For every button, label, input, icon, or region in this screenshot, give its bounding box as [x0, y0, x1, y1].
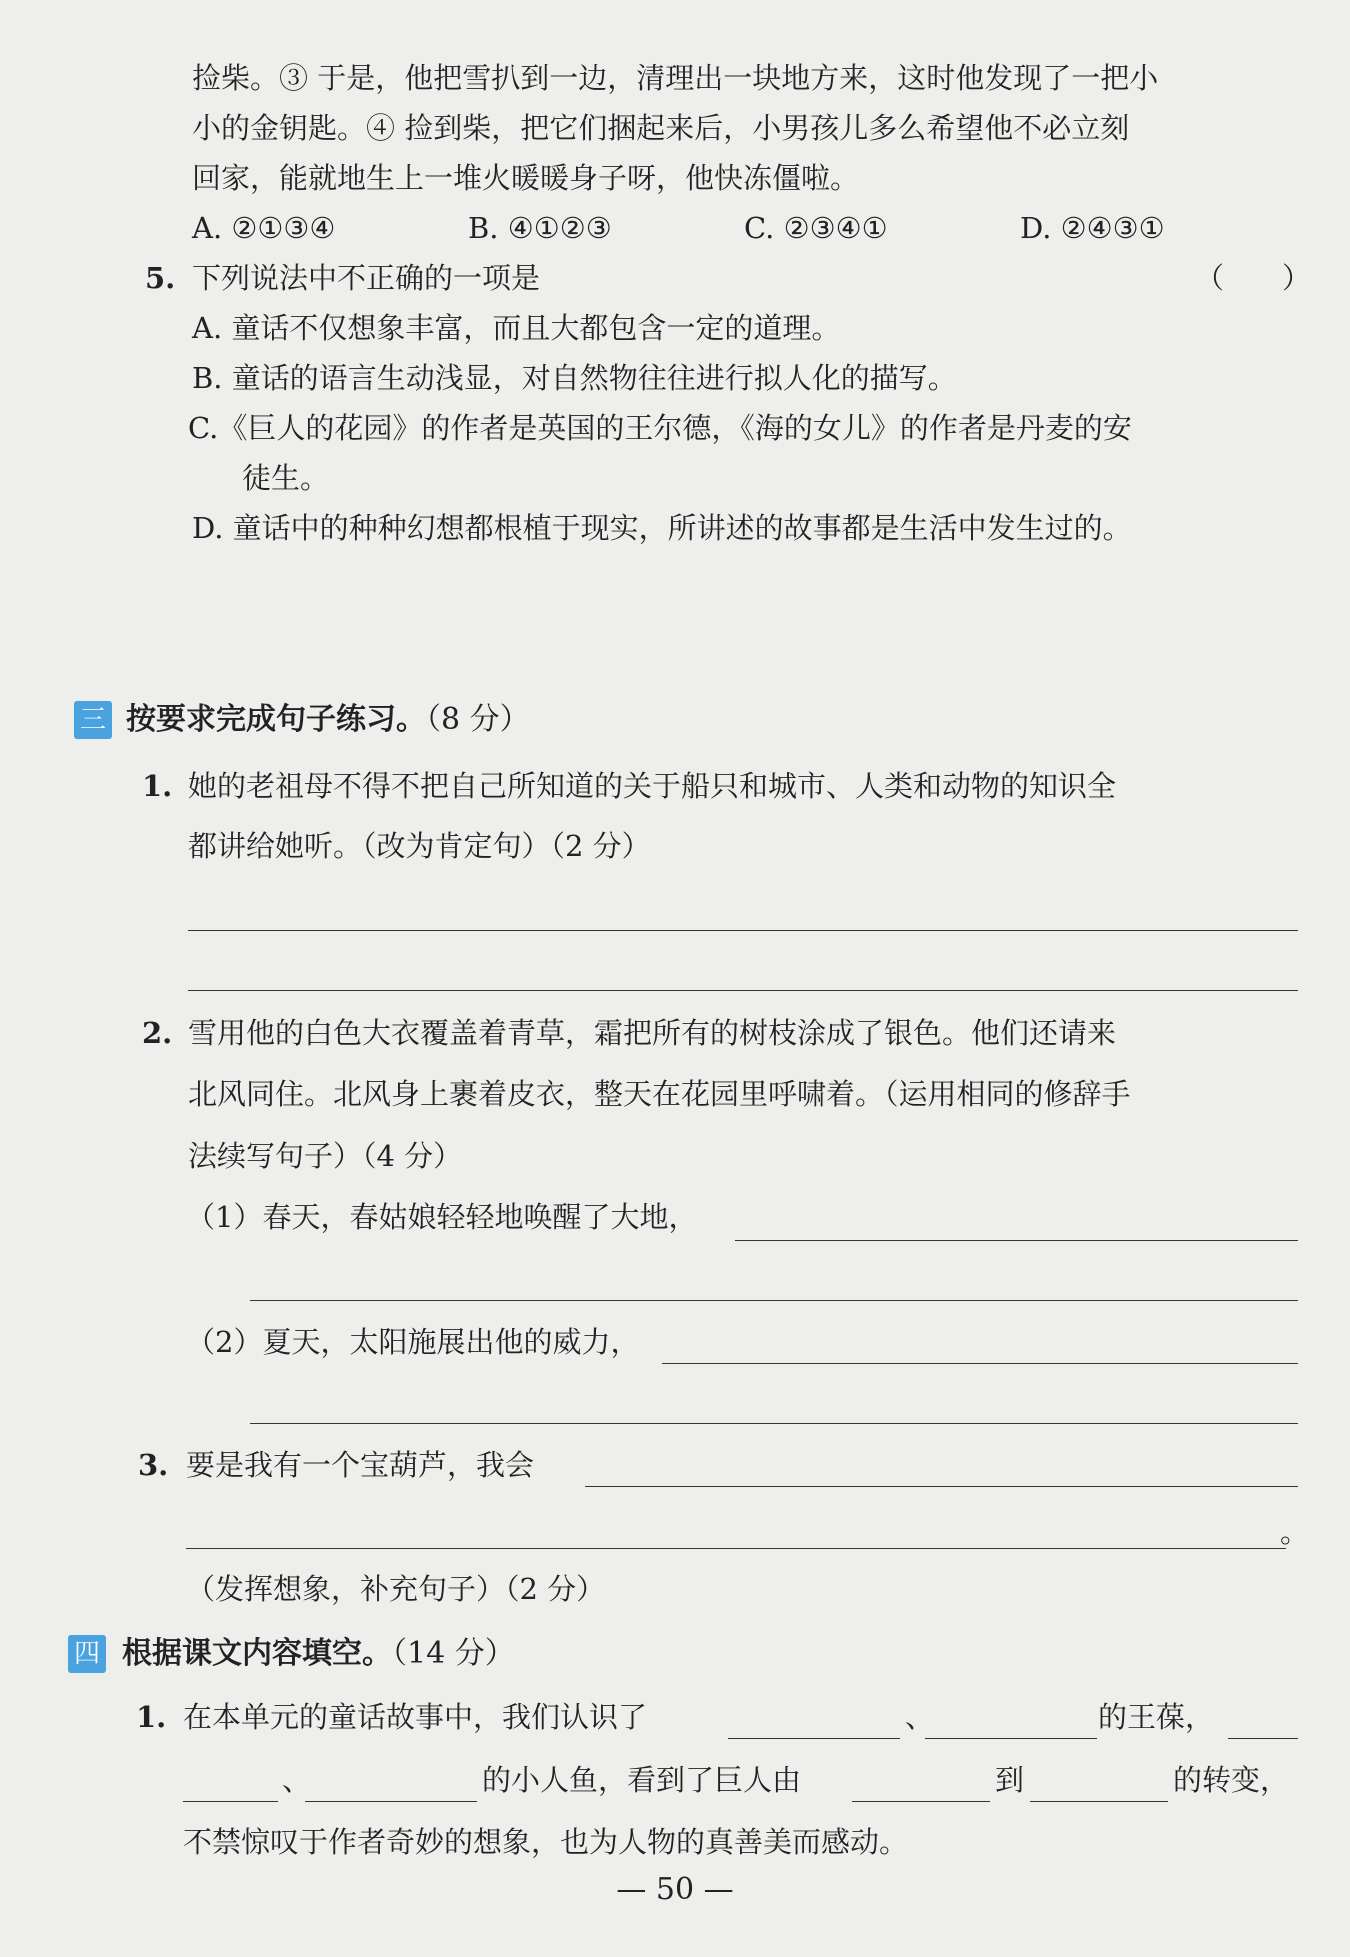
q4-option-c[interactable]: C. ②③④①	[744, 211, 888, 245]
s4-q1-blank-2[interactable]	[925, 1738, 1097, 1739]
s3-q1-answer-line-1[interactable]	[188, 930, 1298, 931]
section-3-badge: 三	[74, 701, 112, 739]
section-3-title: 按要求完成句子练习。（8 分）	[126, 702, 530, 737]
worksheet-page: 捡柴。③ 于是，他把雪扒到一边，清理出一块地方来，这时他发现了一把小 小的金钥匙。④ 捡到柴，把它们捆起来后，小男孩儿多么希望他不必立刻 回家，能就地生上一堆火暖暖身子呀，他快冻僵啦。 A. ②①③④ B. ④①②③ C. ②③④① D. ②④③① 5. 下列说法中不正确的一项是 （ ） A. 童话不仅想象丰富，而且大都包含一定的道理。 B. 童话的语言生动浅显，对自然物往往进行拟人化的描写。 C.《巨人的花园》的作者是英国的王尔德，《海的女儿》的作者是丹麦的安 徒生。 D. 童话中的种种幻想都根植于现实，所讲述的故事都是生活中发生过的。 三 按要求完成句子练习。（8 分） 1. 她的老祖母不得不把自己所知道的关于船只和城市、人类和动物的知识全 都讲给她听。（改为肯定句）（2 分） 2. 雪用他的白色大衣覆盖着青草，霜把所有的树枝涂成了银色。他们还请来 北风同住。北风身上裹着皮衣，整天在花园里呼啸着。（运用相同的修辞手 法续写句子）（4 分） （1）春天，春姑娘轻轻地唤醒了大地， （2）夏天，太阳施展出他的威力， 3. 要是我有一个宝葫芦，我会 。 （发挥想象，补充句子）（2 分） 四 根据课文内容填空。（14 分） 1. 在本单元的童话故事中，我们认识了 、 的王葆， 、 的小人鱼，看到了巨人由 到 的转变， 不禁惊叹于作者奇妙的想象，也为人物的真善美而感动。 — 50 —	[0, 0, 1350, 1957]
q5-answer-paren[interactable]: （ ）	[1195, 261, 1312, 295]
s3-q3-answer-line-2[interactable]	[186, 1548, 1286, 1549]
s3-q3-end-period: 。	[1280, 1515, 1310, 1549]
s3-q2-sub-1-answer-line-1[interactable]	[735, 1240, 1298, 1241]
s3-q2-sub-2-answer-line-2[interactable]	[250, 1423, 1298, 1424]
s4-q1-blank-1[interactable]	[728, 1738, 900, 1739]
q4-option-b[interactable]: B. ④①②③	[468, 211, 612, 245]
q4-option-d[interactable]: D. ②④③①	[1020, 211, 1165, 245]
section-4-title: 根据课文内容填空。（14 分）	[122, 1636, 515, 1671]
page-number: — 50 —	[616, 1872, 734, 1907]
section-4-badge: 四	[68, 1635, 106, 1673]
s4-q1-blank-3[interactable]	[1228, 1738, 1298, 1739]
q4-option-a[interactable]: A. ②①③④	[192, 211, 336, 245]
s3-q2-sub-2-answer-line-1[interactable]	[662, 1363, 1298, 1364]
s3-q3-answer-line-1[interactable]	[585, 1486, 1298, 1487]
s4-q1-blank-6[interactable]	[852, 1801, 990, 1802]
s3-q1-answer-line-2[interactable]	[188, 990, 1298, 991]
s4-q1-blank-4[interactable]	[183, 1801, 278, 1802]
s4-q1-blank-5[interactable]	[305, 1801, 477, 1802]
s3-q2-sub-1-answer-line-2[interactable]	[250, 1300, 1298, 1301]
s4-q1-blank-7[interactable]	[1030, 1801, 1168, 1802]
